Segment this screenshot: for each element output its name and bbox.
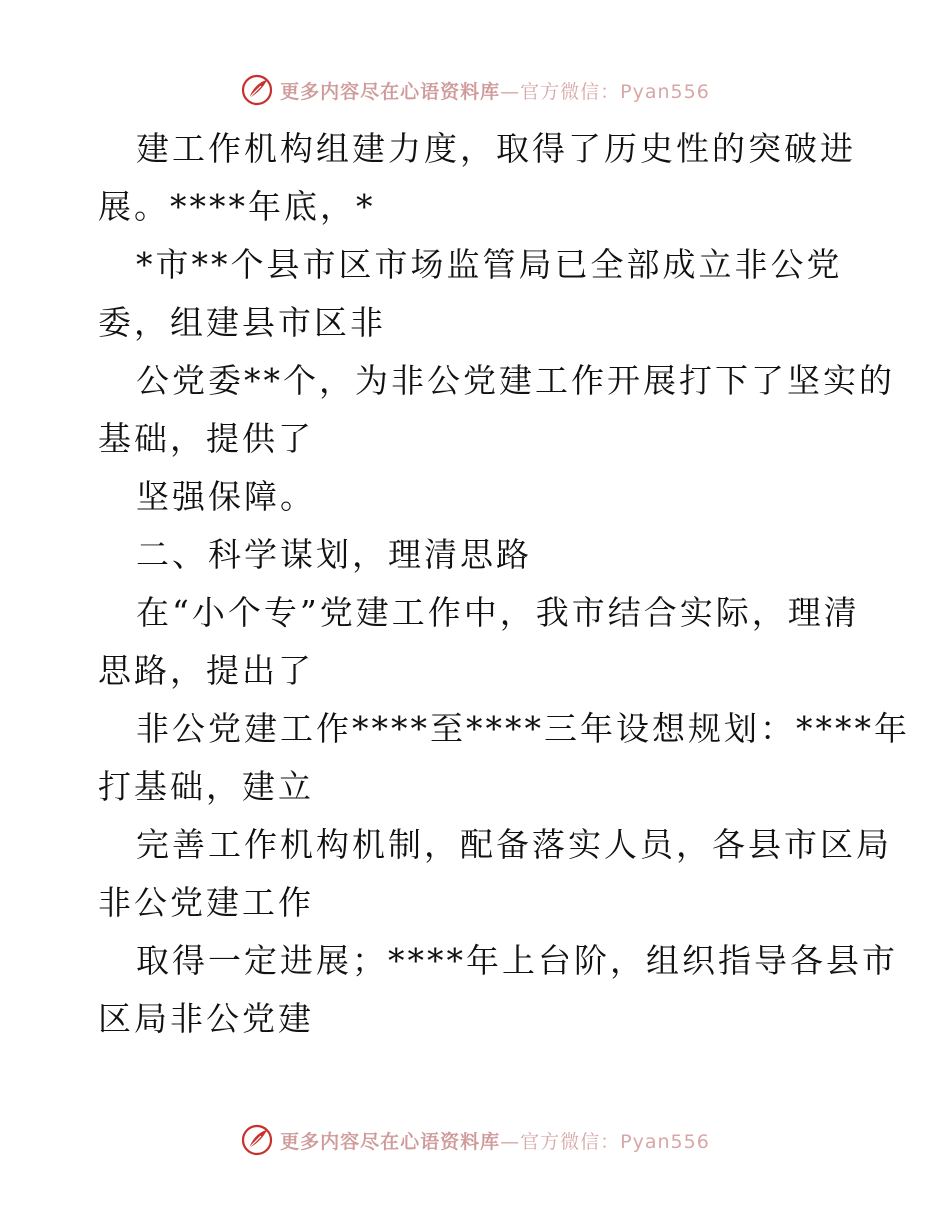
- text-line: 建工作机构组建力度，取得了历史性的突破进: [136, 129, 856, 168]
- watermark-wechat-text: 官方微信：Pyan556: [520, 80, 710, 103]
- watermark-dash: —: [500, 1130, 521, 1153]
- watermark-site-text: 更多内容尽在心语资料库: [280, 1130, 501, 1153]
- watermark-footer-inner: [240, 1123, 710, 1157]
- text-line: 在“小个专”党建工作中，我市结合实际，理清: [136, 593, 860, 632]
- text-line: *市**个县市区市场监管局已全部成立非公党: [136, 245, 843, 284]
- text-line: 基础，提供了: [98, 419, 314, 458]
- watermark-wechat-text: 官方微信：Pyan556: [520, 1130, 710, 1153]
- watermark-site-text: 更多内容尽在心语资料库: [280, 80, 501, 103]
- feather-pen-logo-icon: [240, 73, 274, 107]
- text-line: 公党委**个，为非公党建工作开展打下了坚实的: [136, 361, 895, 400]
- watermark-footer-text: [280, 1127, 710, 1154]
- watermark-header: [0, 70, 950, 110]
- watermark-header-text: [280, 77, 710, 104]
- text-line: 展。****年底，*: [98, 187, 376, 226]
- text-line: 打基础，建立: [98, 767, 314, 806]
- text-line: 思路，提出了: [98, 651, 314, 690]
- watermark-header-inner: [240, 73, 710, 107]
- text-line: 非公党建工作: [98, 883, 314, 922]
- text-line: 非公党建工作****至****三年设想规划：****年: [136, 709, 910, 748]
- text-line: 区局非公党建: [98, 999, 314, 1038]
- watermark-dash: —: [500, 80, 521, 103]
- watermark-footer: [0, 1120, 950, 1160]
- text-line: 二、科学谋划，理清思路: [136, 535, 532, 574]
- text-line: 委，组建县市区非: [98, 303, 386, 342]
- document-body: [98, 120, 910, 1048]
- text-line: 坚强保障。: [136, 477, 316, 516]
- text-line: 完善工作机构机制，配备落实人员，各县市区局: [136, 825, 892, 864]
- feather-pen-logo-icon: [240, 1123, 274, 1157]
- text-line: 取得一定进展；****年上台阶，组织指导各县市: [136, 941, 898, 980]
